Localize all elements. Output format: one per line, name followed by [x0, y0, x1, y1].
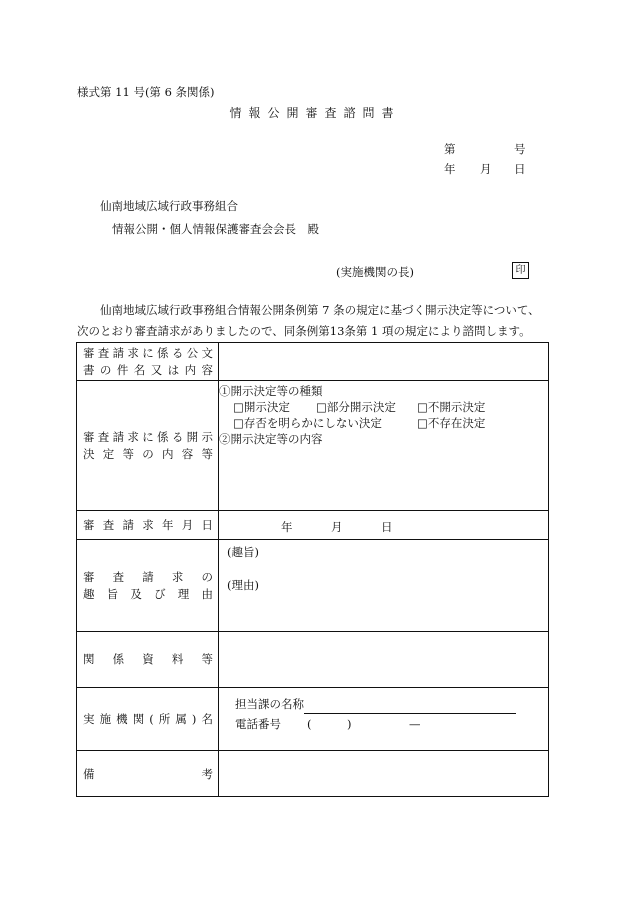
intro-line-2: 次のとおり審査請求がありましたので、同条例第13条第 1 項の規定により諮問します。 [77, 324, 531, 338]
addressee-org: 仙南地域広域行政事務組合 [100, 199, 238, 213]
reason-label: (理由) [227, 578, 259, 592]
decision-field [219, 381, 549, 511]
number-prefix: 第 [444, 142, 456, 156]
sender-label: (実施機関の長) [336, 265, 414, 279]
purpose-label: (趣旨) [227, 545, 259, 559]
table-row [77, 632, 549, 688]
agency-field: 担当課の名称 電話番号 ( ) — [219, 688, 549, 751]
reason-field[interactable] [219, 540, 549, 632]
row-label-materials: 関係資料等 [77, 632, 219, 688]
date-month-label: 月 [480, 162, 492, 176]
subject-field[interactable] [219, 343, 549, 381]
checkbox-bubun-kaiji[interactable]: □部分開示決定 [316, 400, 396, 414]
table-row [77, 511, 549, 540]
table-row [77, 381, 549, 511]
decision-type-heading: ①開示決定等の種類 [219, 384, 323, 398]
row-label-decision: 審査請求に係る開示 決定等の内容等 [77, 381, 219, 511]
row-label-agency: 実施機関(所属)名 [77, 688, 219, 751]
inquiry-form-table [76, 342, 549, 797]
checkbox-fusonzai[interactable]: □不存在決定 [417, 416, 486, 430]
row-label-remarks: 備 考 [77, 751, 219, 797]
seal-mark: 印 [512, 262, 529, 279]
table-row [77, 540, 549, 632]
date-day-label: 日 [514, 162, 526, 176]
row-label-date: 審査請求年月日 [77, 511, 219, 540]
row-label-reason: 審査請求の 趣旨及び理由 [77, 540, 219, 632]
document-title: 情報公開審査諮問書 [229, 106, 401, 120]
form-number: 様式第 11 号(第 6 条関係) [77, 85, 215, 99]
phone-label: 電話番号 [235, 717, 281, 731]
table-row [77, 751, 549, 797]
checkbox-sonpi[interactable]: □存否を明らかにしない決定 [233, 416, 382, 430]
table-row [77, 343, 549, 381]
materials-field[interactable] [219, 632, 549, 688]
row-label-subject: 審査請求に係る公文 書の件名又は内容 [77, 343, 219, 381]
date-year-label: 年 [444, 162, 456, 176]
addressee-title: 情報公開・個人情報保護審査会会長 殿 [112, 222, 319, 236]
decision-content-heading: ②開示決定等の内容 [219, 432, 323, 446]
dept-name-input[interactable] [304, 700, 516, 714]
checkbox-kaiji[interactable]: □開示決定 [233, 400, 290, 414]
date-field[interactable]: 年 月 日 [219, 511, 549, 540]
intro-line-1: 仙南地域広域行政事務組合情報公開条例第 7 条の規定に基づく開示決定等について、 [100, 303, 540, 317]
remarks-field[interactable] [219, 751, 549, 797]
number-suffix: 号 [514, 142, 526, 156]
checkbox-fukaiji[interactable]: □不開示決定 [417, 400, 486, 414]
table-row [77, 688, 549, 751]
dept-name-label: 担当課の名称 [235, 697, 304, 711]
